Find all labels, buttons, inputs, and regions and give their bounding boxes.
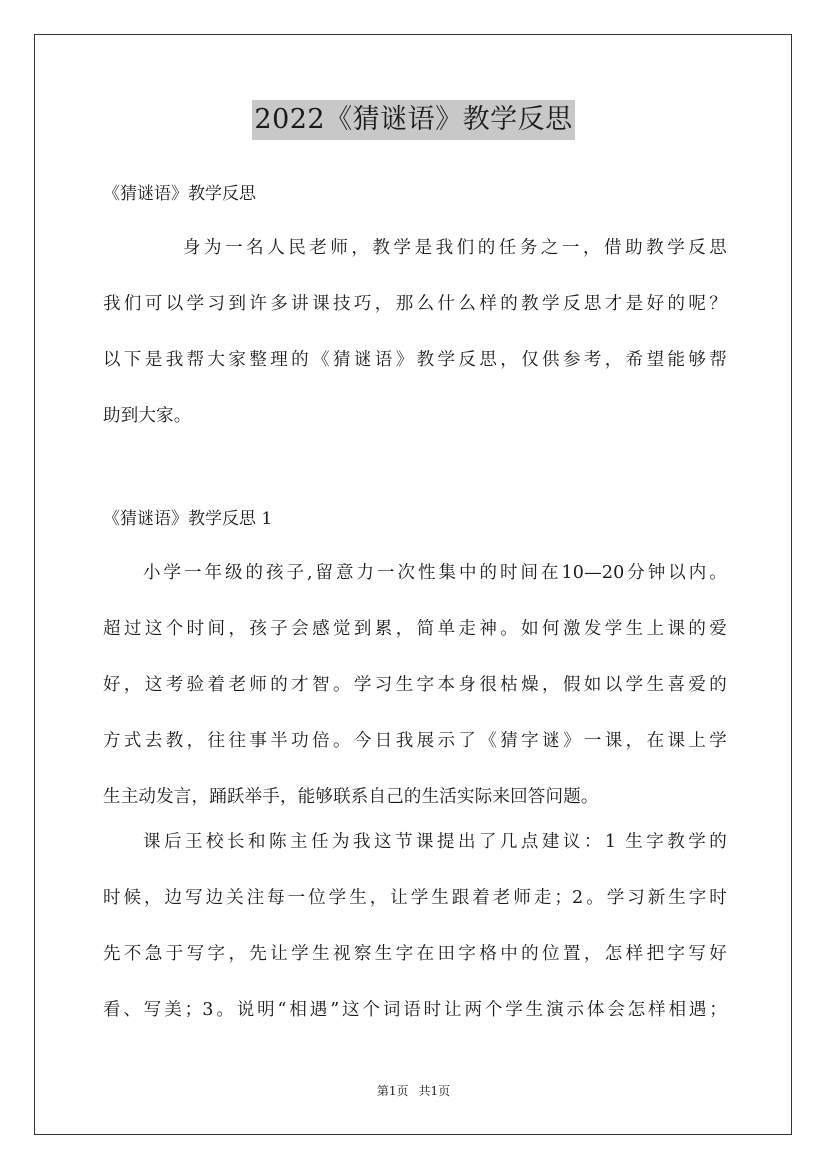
paragraph-line: 超过这个时间，孩子会感觉到累，简单走神。如何激发学生上课的爱 <box>103 619 727 639</box>
page-number: 第1页 <box>376 1084 409 1098</box>
section-paragraph-2 <box>103 814 727 1038</box>
paragraph-line: 生主动发言，踊跃举手，能够联系自己的生活实际来回答问题。 <box>103 787 599 807</box>
paragraph-line: 好，这考验着老师的才智。学习生字本身很枯燥，假如以学生喜爱的 <box>103 675 727 695</box>
paragraph-line: 方式去教，往往事半功倍。今日我展示了《猜字谜》一课，在课上学 <box>103 731 727 751</box>
paragraph-line: 先不急于写字，先让学生视察生字在田字格中的位置，怎样把字写好 <box>103 944 727 964</box>
document-title: 2022《猜谜语》教学反思 <box>252 100 574 140</box>
intro-line: 身为一名人民老师，教学是我们的任务之一，借助教学反思 <box>183 238 727 258</box>
intro-line: 以下是我帮大家整理的《猜谜语》教学反思，仅供参考，希望能够帮 <box>103 350 727 370</box>
paragraph-line: 小学一年级的孩子,留意力一次性集中的时间在10—20分钟以内。 <box>143 563 727 583</box>
paragraph-line: 课后王校长和陈主任为我这节课提出了几点建议：1 生字教学的 <box>143 832 727 852</box>
paragraph-line: 看、写美；3。说明“相遇”这个词语时让两个学生演示体会怎样相遇； <box>103 1000 727 1020</box>
section-paragraph-1 <box>103 545 727 825</box>
intro-line: 我们可以学习到许多讲课技巧，那么什么样的教学反思才是好的呢？ <box>103 294 727 314</box>
section-heading: 《猜谜语》教学反思 1 <box>103 509 273 529</box>
page-footer <box>0 1083 827 1099</box>
page-total: 共1页 <box>418 1084 451 1098</box>
document-subtitle: 《猜谜语》教学反思 <box>103 184 256 204</box>
intro-line: 助到大家。 <box>103 406 192 426</box>
paragraph-line: 时候，边写边关注每一位学生，让学生跟着老师走；2。学习新生字时 <box>103 888 727 908</box>
intro-paragraph <box>103 220 727 444</box>
title-container <box>0 100 827 140</box>
